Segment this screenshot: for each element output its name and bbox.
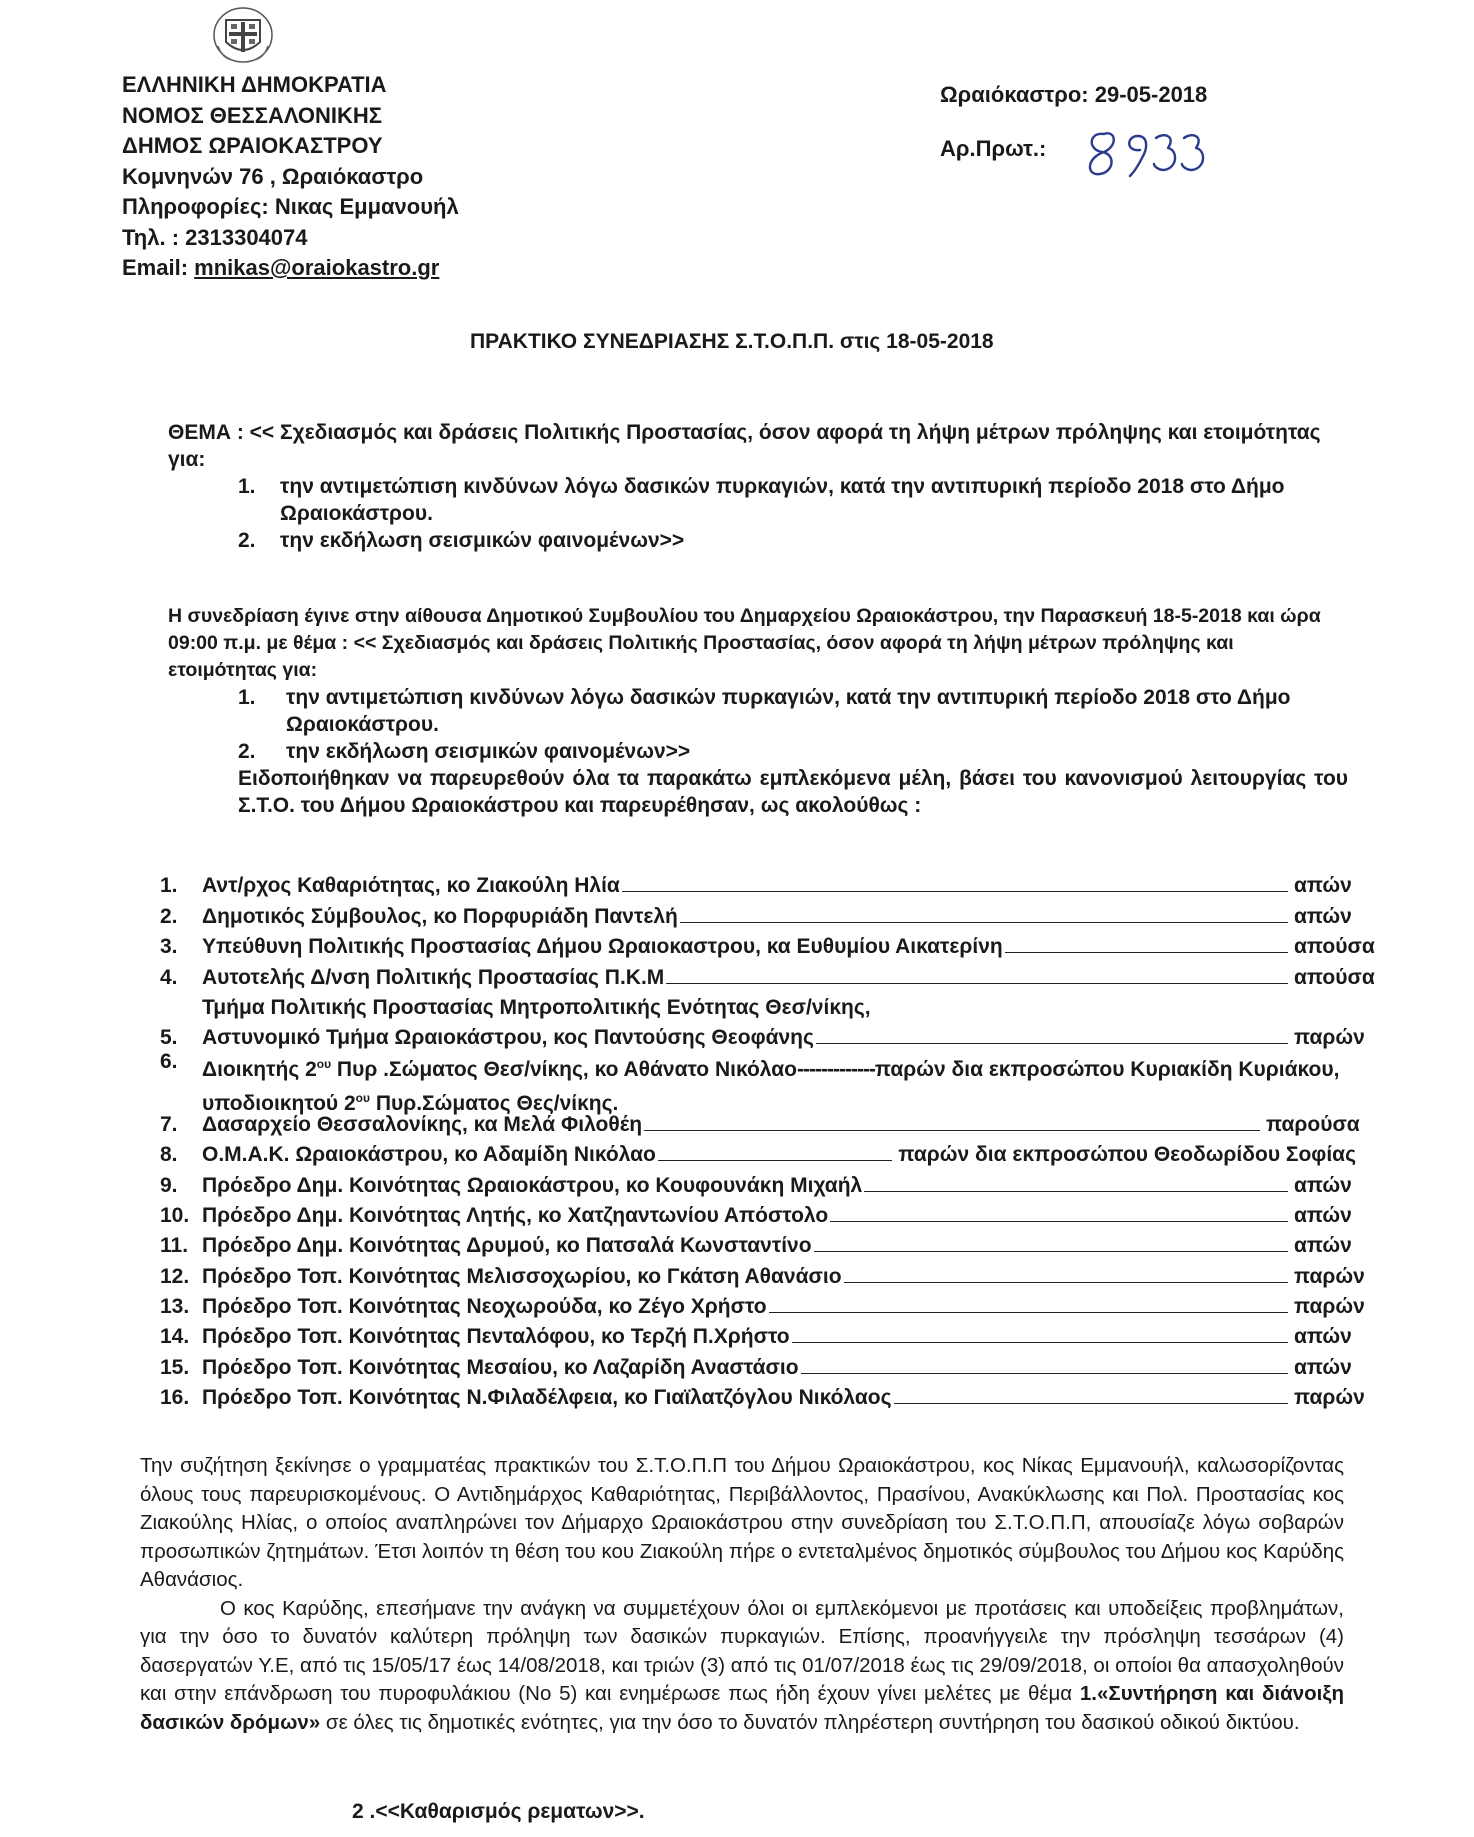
member-number: 6. [160,1050,178,1074]
member-status: παρών [1294,1264,1365,1288]
fill-line [844,1282,1288,1283]
body-text-part: Ο κος Καρύδης, επεσήμανε την ανάγκη να συμμετέχουν όλοι οι εμπλεκόμενοι με προτάσεις και υποδείξεις προβλημάτων, για την όσο το δυνατόν καλύτερη πρόληψη των δασικών πυρκαγιών. Επίσης, προανήγγειλε την πρόσληψη τεσσάρων (4) δασεργατών Υ.Ε, από τις 15/05/17 έως 14/08/2018, και τριών (3) από τις 01/07/2018 έως τις 29/09/2018, οι οποίοι θα απασχοληθούν και στην επάνδρωση του πυροφυλάκιου (Νο 5) και ενημέρωσε πως ήδη έχουν γίνει μελέτες με θέμα [140,1596,1344,1705]
session-item-number: 1. [238,686,256,709]
agenda-item-2: 2 .<<Καθαρισμός ρεματων>>. [352,1800,645,1823]
member-name: Ο.Μ.Α.Κ. Ωραιοκάστρου, κο Αδαμίδη Νικόλαο [202,1143,656,1167]
member-number: 1. [160,874,178,898]
body-paragraph: Την συζήτηση ξεκίνησε ο γραμματέας πρακτικών του Σ.Τ.Ο.Π.Π του Δήμου Ωραιοκάστρου, κος Νίκας Εμμανουήλ, καλωσορίζοντας όλους τους παρευρισκομένους. Ο Αντιδημάρχος Καθαριότητας, Περιβάλλοντος, Πρασίνου, Ανακύκλωσης και Πολ. Προστασίας κος Ζιακούλης Ηλίας, ο οποίος αναπληρώνει τον Δήμαρχο Ωραιοκάστρου στην συνεδρίαση του Σ.Τ.Ο.Π.Π, απουσίαζε λόγω σοβαρών προσωπικών ζητημάτων. Έτσι λοιπόν τη θέση του κου Ζιακούλη πήρε ο εντεταλμένος δημοτικός σύμβουλος του Δήμου κος Καρύδης Αθανάσιος. [140,1454,1344,1591]
member-status: απούσα [1294,965,1375,989]
fill-line [814,1251,1288,1252]
member-row [160,1167,1356,1197]
body-text-part: σε όλες τις δημοτικές ενότητες, για την όσο το δυνατόν πληρέστερη συντήρηση του δασικού οδικού δικτύου. [320,1710,1300,1734]
member-number: 11. [160,1234,189,1258]
prefecture-line: ΝΟΜΟΣ ΘΕΣΣΑΛΟΝΙΚΗΣ [122,102,383,128]
members-list [160,868,1375,1410]
fill-line [769,1312,1288,1313]
session-item [238,684,1348,738]
member-number: 12. [160,1264,190,1288]
subject-item-text: την αντιμετώπιση κινδύνων λόγω δασικών πυρκαγιών, κατά την αντιπυρική περίοδο 2018 στο Δήμο Ωραιοκάστρου. [280,475,1285,525]
superscript: ου [316,1057,332,1072]
session-item [238,738,1348,765]
notify-paragraph: Ειδοποιήθηκαν να παρευρεθούν όλα τα παρακάτω εμπλεκόμενα μέλη, βάσει του κανονισμού λειτουργίας του Σ.Τ.Ο. του Δήμου Ωραιοκάστρου και παρευρέθησαν, ως ακολούθως : [238,767,1348,817]
member-number: 4. [160,965,178,989]
member-status: παρών [1294,1295,1365,1319]
address-line: Κομνηνών 76 , Ωραιόκαστρο [122,163,424,189]
subject-section [168,419,1348,554]
member-name [202,1050,1356,1118]
fill-line [830,1221,1288,1222]
subject-intro: ΘΕΜΑ : << Σχεδιασμός και δράσεις Πολιτικής Προστασίας, όσον αφορά τη λήψη μέτρων πρόληψης και ετοιμότητας για: [168,421,1321,471]
municipality-line: ΔΗΜΟΣ ΩΡΑΙΟΚΑΣΤΡΟΥ [122,133,383,158]
member-row [160,1020,1365,1050]
fill-line [644,1130,1260,1131]
session-item-number: 2. [238,740,256,763]
session-item-text: την αντιμετώπιση κινδύνων λόγω δασικών πυρκαγιών, κατά την αντιπυρική περίοδο 2018 στο Δήμο Ωραιοκάστρου. [286,686,1291,736]
minutes-body [140,1452,1344,1737]
member-status: απών [1294,1325,1352,1349]
member-number: 9. [160,1173,178,1197]
email-line [122,253,459,284]
member-status: παρών δια εκπροσώπου Θεοδωρίδου Σοφίας [898,1143,1356,1167]
member-name: Δασαρχείο Θεσσαλονίκης, κα Μελά Φιλοθέη [202,1112,643,1136]
country-line: ΕΛΛΗΝΙΚΗ ΔΗΜΟΚΡΑΤΙΑ [122,72,387,97]
member-status: παρούσα [1266,1112,1360,1136]
member-name: Αντ/ρχος Καθαριότητας, κο Ζιακούλη Ηλία [202,874,620,898]
member-row [160,1380,1365,1410]
date-line: Ωραιόκαστρο: 29-05-2018 [940,82,1208,107]
fill-line [894,1403,1288,1404]
member-subtitle: Τμήμα Πολιτικής Προστασίας Μητροπολιτικής Ενότητας Θεσ/νίκης, [202,995,871,1019]
member-status: απούσα [1294,935,1375,959]
fill-line [622,891,1288,892]
member-number: 10. [160,1203,190,1227]
sender-block [122,70,459,284]
member-row [160,1349,1356,1379]
session-intro: Η συνεδρίαση έγινε στην αίθουσα Δημοτικού Συμβουλίου του Δημαρχείου Ωραιοκάστρου, την Παρασκευή 18-5-2018 και ώρα 09:00 π.μ. με θέμα : << Σχεδιασμός και δράσεις Πολιτικής Προστασίας, όσον αφορά τη λήψη μέτρων πρόληψης και ετοιμότητας για: [168,605,1321,681]
member-name: Πρόεδρο Τοπ. Κοινότητας Μεσαίου, κο Λαζαρίδη Αναστάσιο [202,1355,799,1379]
member-status: απών [1294,1173,1352,1197]
member-row [160,1319,1356,1349]
member-row [160,898,1356,928]
fill-line [666,983,1288,984]
member-row [160,1198,1356,1228]
member-status: παρών [1294,1026,1365,1050]
member-name: Υπεύθυνη Πολιτικής Προστασίας Δήμου Ωραιοκαστρου, κα Ευθυμίου Αικατερίνη [202,935,1003,959]
email-link[interactable]: mnikas@oraiokastro.gr [194,255,440,280]
protocol-label: Αρ.Πρωτ.: [940,136,1047,161]
info-line: Πληροφορίες: Νικας Εμμανουήλ [122,194,459,219]
member-status: απών [1294,1203,1352,1227]
subject-item-number: 2. [238,529,256,552]
member-number: 14. [160,1325,190,1349]
member-name: Πρόεδρο Τοπ. Κοινότητας Ν.Φιλαδέλφεια, κο Γιαϊλατζόγλου Νικόλαος [202,1386,892,1410]
member-name: Πρόεδρο Δημ. Κοινότητας Ωραιοκάστρου, κο Κουφουνάκη Μιχαήλ [202,1173,863,1197]
member-name: Αυτοτελής Δ/νση Πολιτικής Προστασίας Π.Κ.Μ [202,965,665,989]
member-number: 8. [160,1143,178,1167]
member-name: Πρόεδρο Δημ. Κοινότητας Δρυμού, κο Πατσαλά Κωνσταντίνο [202,1234,812,1258]
member-row-continued [160,990,1356,1020]
member-name-part: Πυρ .Σώματος Θεσ/νίκης, κο Αθάνατο Νικόλαο [331,1058,797,1082]
member-status: παρών δια εκπροσώπου Κυριακίδη [874,1058,1233,1082]
member-number: 13. [160,1295,190,1319]
document-title: ΠΡΑΚΤΙΚΟ ΣΥΝΕΔΡΙΑΣΗΣ Σ.Τ.Ο.Π.Π. στις 18-05-2018 [470,330,994,353]
member-name-part: Πυρ.Σώματος Θες/νίκης. [370,1092,619,1116]
phone-line: Τηλ. : 2313304074 [122,224,308,250]
member-row [160,1050,1356,1116]
greek-emblem-icon [212,6,274,64]
member-name: Αστυνομικό Τμήμα Ωραιοκάστρου, κος Παντούσης Θεοφάνης [202,1026,814,1050]
member-name: Πρόεδρο Τοπ. Κοινότητας Νεοχωρούδα, κο Ζέγο Χρήστο [202,1295,767,1319]
member-status: απών [1294,874,1352,898]
body-paragraph [140,1595,1344,1738]
member-row [160,1289,1365,1319]
subject-item [238,527,1348,554]
member-name-part: Διοικητής 2 [202,1058,317,1082]
fill-line [658,1160,893,1161]
member-number: 16. [160,1386,190,1410]
member-row [160,1137,1356,1167]
subject-item [238,473,1348,527]
dash-line: ------------- [796,1058,875,1082]
member-row [160,929,1375,959]
member-number: 2. [160,904,178,928]
fill-line [792,1342,1288,1343]
member-row [160,1258,1365,1288]
member-number: 5. [160,1026,178,1050]
superscript: ου [355,1091,370,1106]
subject-item-number: 1. [238,475,256,498]
fill-line [801,1373,1288,1374]
email-label: Email: [122,255,189,280]
member-status: απών [1294,904,1352,928]
session-item-text: την εκδήλωση σεισμικών φαινομένων>> [286,740,691,763]
member-status: απών [1294,1234,1352,1258]
member-number: 15. [160,1355,190,1379]
member-status: παρών [1294,1386,1365,1410]
subject-item-text: την εκδήλωση σεισμικών φαινομένων>> [280,529,685,552]
fill-line [864,1191,1288,1192]
member-row [160,959,1375,989]
member-name-part: Κυριάκου, υποδιοικητού 2 [202,1058,1340,1116]
fill-line [1005,952,1288,953]
handwritten-protocol-number [1080,122,1210,186]
session-section [168,603,1348,819]
member-name: Πρόεδρο Τοπ. Κοινότητας Μελισσοχωρίου, κο Γκάτση Αθανάσιο [202,1264,842,1288]
member-name: Πρόεδρο Τοπ. Κοινότητας Πενταλόφου, κο Τερζή Π.Χρήστο [202,1325,790,1349]
member-name: Δημοτικός Σύμβουλος, κο Πορφυριάδη Παντελή [202,904,678,928]
fill-line [816,1043,1288,1044]
fill-line [680,922,1288,923]
member-row [160,868,1356,898]
member-status: απών [1294,1355,1352,1379]
body-bold-text: 1.«Συντήρηση και διάνοιξη δασικών δρόμων» [140,1682,1344,1734]
member-number: 3. [160,935,178,959]
member-row [160,1228,1356,1258]
member-number: 7. [160,1112,178,1136]
member-name: Πρόεδρο Δημ. Κοινότητας Λητής, κο Χατζηαντωνίου Απόστολο [202,1203,829,1227]
